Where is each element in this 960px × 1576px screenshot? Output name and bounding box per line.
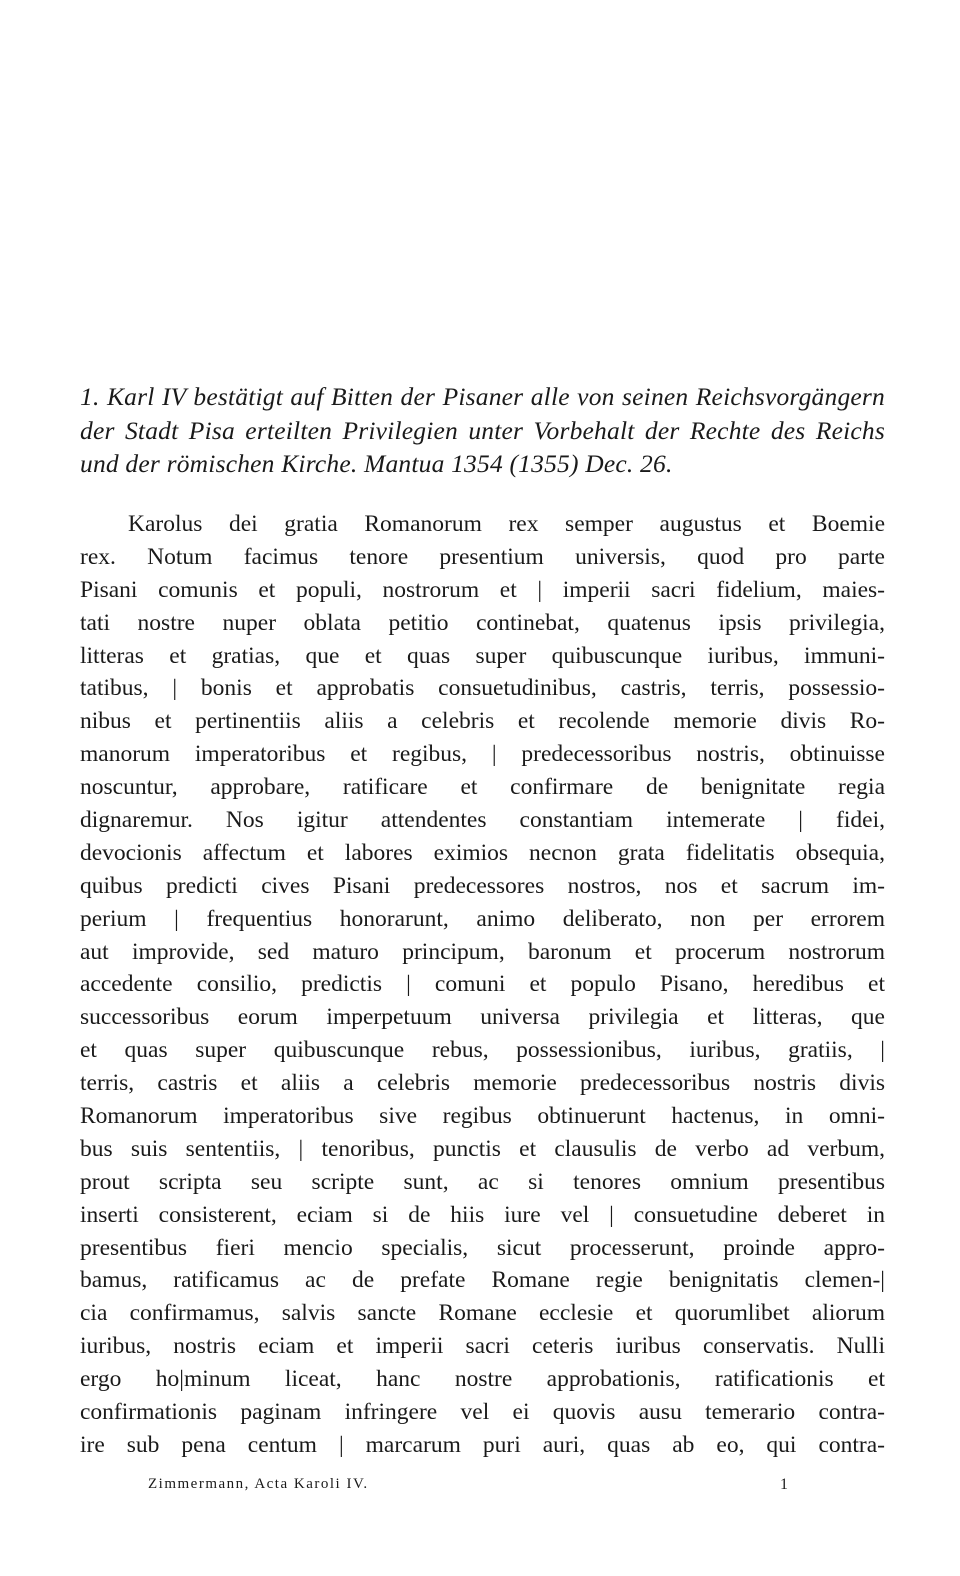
body-line: confirmationis paginam infringere vel ei quovis ausu temerario contra- [80, 1399, 885, 1426]
page-number: 1 [780, 1476, 790, 1493]
body-line: litteras et gratias, que et quas super quibuscunque iuribus, immuni- [80, 642, 885, 669]
body-line: Pisani comunis et populi, nostrorum et | imperii sacri fidelium, maies- [80, 576, 885, 603]
body-line: cia confirmamus, salvis sancte Romane ecclesie et quorumlibet aliorum [80, 1300, 885, 1327]
body-line: rex. Notum facimus tenore presentium universis, quod pro parte [80, 543, 885, 570]
body-line: iuribus, nostris eciam et imperii sacri ceteris iuribus conservatis. Nulli [80, 1333, 885, 1360]
body-line: et quas super quibuscunque rebus, possessionibus, iuribus, gratiis, | [80, 1037, 885, 1064]
body-line: ire sub pena centum | marcarum puri auri, quas ab eo, qui contra- [80, 1431, 885, 1458]
body-line: dignaremur. Nos igitur attendentes constantiam intemerate | fidei, [80, 807, 885, 834]
body-line: aut improvide, sed maturo principum, baronum et procerum nostrorum [80, 938, 885, 965]
body-line: ergo ho|minum liceat, hanc nostre approbationis, ratificationis et [80, 1366, 885, 1393]
body-line: successoribus eorum imperpetuum universa privilegia et litteras, que [80, 1004, 885, 1031]
body-line: devocionis affectum et labores eximios necnon grata fidelitatis obsequia, [80, 839, 885, 866]
body-line: bamus, ratificamus ac de prefate Romane regie benignitatis clemen-| [80, 1267, 885, 1294]
body-line: tatibus, | bonis et approbatis consuetudinibus, castris, terris, possessio- [80, 675, 885, 702]
body-line: prout scripta seu scripte sunt, ac si tenores omnium presentibus [80, 1168, 885, 1195]
body-line: noscuntur, approbare, ratificare et confirmare de benignitate regia [80, 774, 885, 801]
body-line: Romanorum imperatoribus sive regibus obtinuerunt hactenus, in omni- [80, 1103, 885, 1130]
body-line: perium | frequentius honorarunt, animo deliberato, non per errorem [80, 905, 885, 932]
body-line: nibus et pertinentiis aliis a celebris et recolende memorie divis Ro- [80, 708, 885, 735]
body-line: tati nostre nuper oblata petitio continebat, quatenus ipsis privilegia, [80, 609, 885, 636]
body-line: bus suis sententiis, | tenoribus, punctis et clausulis de verbo ad verbum, [80, 1135, 885, 1162]
body-line: manorum imperatoribus et regibus, | predecessoribus nostris, obtinuisse [80, 741, 885, 768]
body-line: quibus predicti cives Pisani predecessores nostros, nos et sacrum im- [80, 872, 885, 899]
body-line: terris, castris et aliis a celebris memorie predecessoribus nostris divis [80, 1070, 885, 1097]
body-line: accedente consilio, predictis | comuni et populo Pisano, heredibus et [80, 971, 885, 998]
body-line: presentibus fieri mencio specialis, sicut processerunt, proinde appro- [80, 1234, 885, 1261]
document-body [80, 508, 885, 1462]
footer-signature: Zimmermann, Acta Karoli IV. [148, 1476, 369, 1492]
body-line: Karolus dei gratia Romanorum rex semper augustus et Boemie [128, 511, 885, 537]
body-line: inserti consisterent, eciam si de hiis iure vel | consuetudine deberet in [80, 1201, 885, 1228]
document-heading: 1. Karl IV bestätigt auf Bitten der Pisaner alle von seinen Reichsvorgängern der Stadt Pisa erteilten Privilegien unter Vorbehalt der Rechte des Reichs und der römischen Kirche. Mantua 1354 (1355) Dec. 26. [80, 382, 885, 478]
